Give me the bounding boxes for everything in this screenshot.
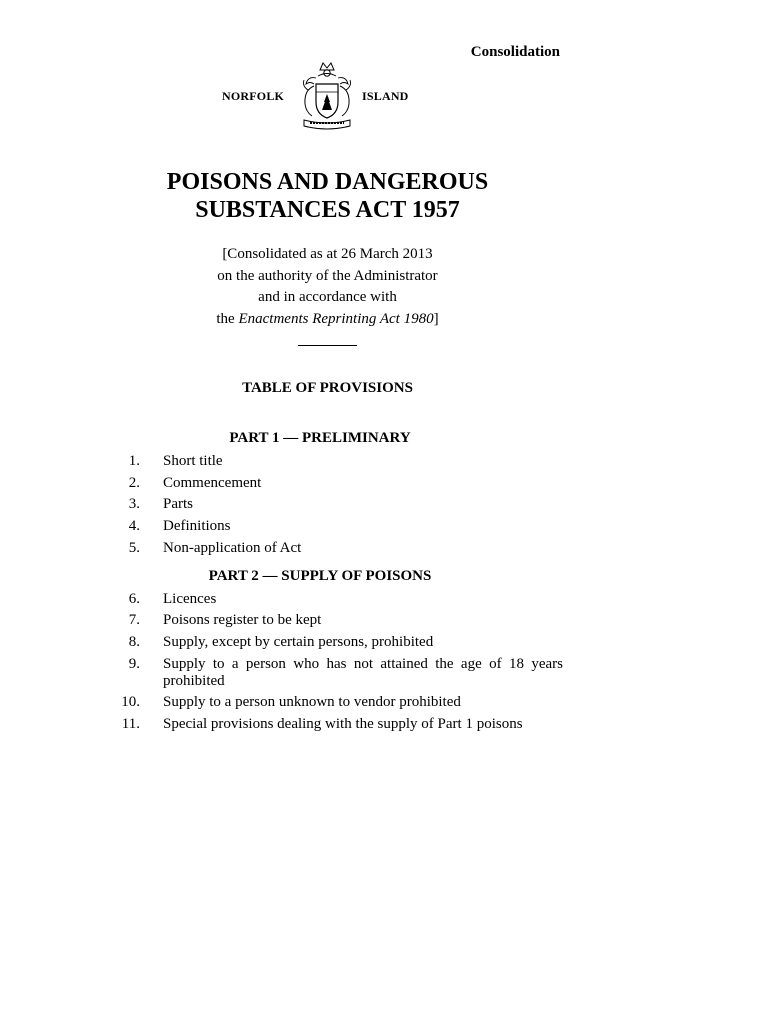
crest-header xyxy=(190,60,450,132)
provision-number: 2. xyxy=(128,475,140,491)
provision-number: 6. xyxy=(128,591,140,607)
provision-title: Parts xyxy=(163,496,193,512)
provision-number: 4. xyxy=(128,518,140,534)
norfolk-island-coat-of-arms-icon xyxy=(296,60,358,132)
act-title xyxy=(100,168,555,224)
consolidation-note-line-3: and in accordance with xyxy=(258,289,397,305)
provision-title: Non-application of Act xyxy=(163,540,302,556)
provision-title: Supply to a person who has not attained the age of 18 years prohibited xyxy=(163,656,563,689)
provision-number: 3. xyxy=(128,496,140,512)
provision-number: 5. xyxy=(128,540,140,556)
provision-title: Commencement xyxy=(163,475,262,491)
provision-item xyxy=(108,540,563,558)
crest-right-word: ISLAND xyxy=(362,89,409,103)
provision-number: 10. xyxy=(121,694,140,710)
provision-item xyxy=(108,716,563,734)
provision-item xyxy=(108,634,563,652)
provision-title: Short title xyxy=(163,453,223,469)
consolidation-label: Consolidation xyxy=(470,44,560,60)
part-2-heading: PART 2 — SUPPLY OF POISONS xyxy=(208,568,432,584)
consolidation-note xyxy=(150,244,505,330)
provision-title: Poisons register to be kept xyxy=(163,612,322,628)
provision-title: Supply to a person unknown to vendor prohibited xyxy=(163,694,461,710)
provision-item xyxy=(108,612,563,630)
consolidation-note-prefix: the xyxy=(216,310,239,327)
provision-item xyxy=(108,656,563,692)
enactments-reprinting-act-citation: Enactments Reprinting Act 1980 xyxy=(238,310,434,327)
provision-number: 1. xyxy=(128,453,140,469)
provision-item xyxy=(108,475,563,493)
act-title-line-1: POISONS AND DANGEROUS xyxy=(166,169,489,195)
provision-title: Definitions xyxy=(163,518,231,534)
consolidation-note-line-1: [Consolidated as at 26 March 2013 xyxy=(222,246,433,262)
provision-item xyxy=(108,591,563,609)
provision-title: Licences xyxy=(163,591,217,607)
crest-left-word: NORFOLK xyxy=(222,89,285,103)
provision-title: Supply, except by certain persons, prohibited xyxy=(163,634,434,650)
provision-number: 9. xyxy=(128,656,140,672)
provision-item xyxy=(108,694,563,712)
consolidation-note-line-4 xyxy=(150,309,505,331)
provision-number: 11. xyxy=(121,716,140,732)
provision-item xyxy=(108,496,563,514)
provision-item xyxy=(108,518,563,536)
provision-title: Special provisions dealing with the supply of Part 1 poisons xyxy=(163,716,523,732)
act-title-line-2: SUBSTANCES ACT 1957 xyxy=(195,197,460,223)
consolidation-note-suffix: ] xyxy=(433,310,439,327)
provision-number: 8. xyxy=(128,634,140,650)
divider-rule xyxy=(298,345,357,346)
table-of-provisions-heading: TABLE OF PROVISIONS xyxy=(242,380,413,396)
part-1-heading: PART 1 — PRELIMINARY xyxy=(229,430,411,446)
consolidation-note-line-2: on the authority of the Administrator xyxy=(217,267,438,284)
provision-item xyxy=(108,453,563,471)
provision-number: 7. xyxy=(128,612,140,628)
